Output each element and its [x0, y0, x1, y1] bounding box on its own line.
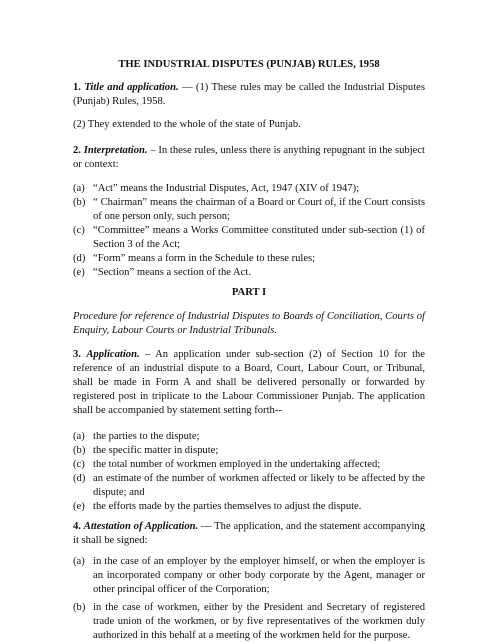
- section-4-number: 4.: [73, 521, 84, 532]
- list-item-label: (e): [73, 267, 85, 278]
- section-4-list: [73, 555, 425, 643]
- list-item-label: (a): [73, 556, 85, 567]
- section-3-heading: Application.: [86, 349, 140, 360]
- part-title: PART I: [231, 287, 267, 298]
- list-item-text: the specific matter in dispute;: [93, 445, 219, 456]
- section-2: [73, 144, 425, 172]
- list-item-text: an estimate of the number of workmen affected or likely to be affected by the dispute; and: [93, 473, 425, 498]
- list-item-text: in the case of workmen, either by the President and Secretary of registered trade union of the workmen, or by five representatives of the workmen duly authorized in this behalf at a meeting of the workmen held for the purpose.: [93, 602, 425, 641]
- list-item: [73, 252, 425, 266]
- list-item-label: (c): [73, 225, 85, 236]
- list-item: [73, 182, 425, 196]
- list-item-text: “Act” means the Industrial Disputes, Act, 1947 (XIV of 1947);: [93, 183, 360, 194]
- list-item-text: in the case of an employer by the employer himself, or when the employer is an incorporated company or other body corporate by the Agent, manager or other principal officer of the Corporation;: [93, 556, 425, 595]
- list-item-text: “Committee” means a Works Committee constituted under sub-section (1) of Section 3 of the Act;: [93, 225, 425, 250]
- list-item-text: the parties to the dispute;: [93, 431, 200, 442]
- list-item-label: (d): [73, 253, 86, 264]
- list-item: [73, 555, 425, 597]
- list-item-label: (b): [73, 445, 86, 456]
- list-item-label: (e): [73, 501, 85, 512]
- section-1-heading: Title and application.: [84, 82, 179, 93]
- list-item: [73, 196, 425, 224]
- list-item-label: (c): [73, 459, 85, 470]
- section-3-text: – An application under sub-section (2) of Section 10 for the reference of an industrial dispute to a Board, Court, Labour Court, or Tribunal, shall be made in Form A and shall be delivered personally or forwarded by registered post in triplicate to the Labour Commissioner Punjab. The application shall be accompanied by statement setting forth--: [73, 349, 426, 416]
- list-item-text: the total number of workmen employed in the undertaking affected;: [93, 459, 381, 470]
- section-3: [73, 348, 425, 418]
- list-item-label: (a): [73, 431, 85, 442]
- section-2-number: 2.: [73, 145, 84, 156]
- part-subtitle: Procedure for reference of Industrial Disputes to Boards of Conciliation, Courts of Enquiry, Labour Courts or Industrial Tribunals.: [73, 311, 425, 336]
- section-4-heading: Attestation of Application.: [83, 521, 199, 532]
- list-item: [73, 266, 425, 280]
- section-2-list: [73, 182, 425, 280]
- list-item: [73, 500, 425, 514]
- section-1-text: — (1) These rules may be called the Industrial Disputes (Punjab) Rules, 1958.: [73, 82, 425, 107]
- section-1-paragraph-2: (2) They extended to the whole of the state of Punjab.: [73, 119, 301, 130]
- list-item: [73, 444, 425, 458]
- section-2-text: – In these rules, unless there is anything repugnant in the subject or context:: [73, 145, 426, 170]
- list-item-label: (b): [73, 602, 86, 613]
- list-item: [73, 224, 425, 252]
- list-item-text: the efforts made by the parties themselves to adjust the dispute.: [93, 501, 362, 512]
- section-3-list: [73, 430, 425, 514]
- list-item: [73, 601, 425, 643]
- list-item-label: (d): [73, 473, 86, 484]
- list-item-text: “Section” means a section of the Act.: [93, 267, 251, 278]
- list-item-text: “ Chairman” means the chairman of a Board or Court of, if the Court consists of one person only, such person;: [93, 197, 425, 222]
- section-4: [73, 520, 425, 548]
- section-2-heading: Interpretation.: [83, 145, 148, 156]
- section-1-number: 1.: [73, 82, 85, 93]
- document-title: THE INDUSTRIAL DISPUTES (PUNJAB) RULES, 1958: [118, 59, 380, 70]
- list-item: [73, 458, 425, 472]
- section-4-text: — The application, and the statement accompanying it shall be signed:: [73, 521, 426, 546]
- list-item: [73, 472, 425, 500]
- section-3-number: 3.: [73, 349, 87, 360]
- section-1: [73, 81, 425, 109]
- list-item-label: (b): [73, 197, 86, 208]
- list-item-label: (a): [73, 183, 85, 194]
- list-item: [73, 430, 425, 444]
- list-item-text: “Form” means a form in the Schedule to these rules;: [93, 253, 316, 264]
